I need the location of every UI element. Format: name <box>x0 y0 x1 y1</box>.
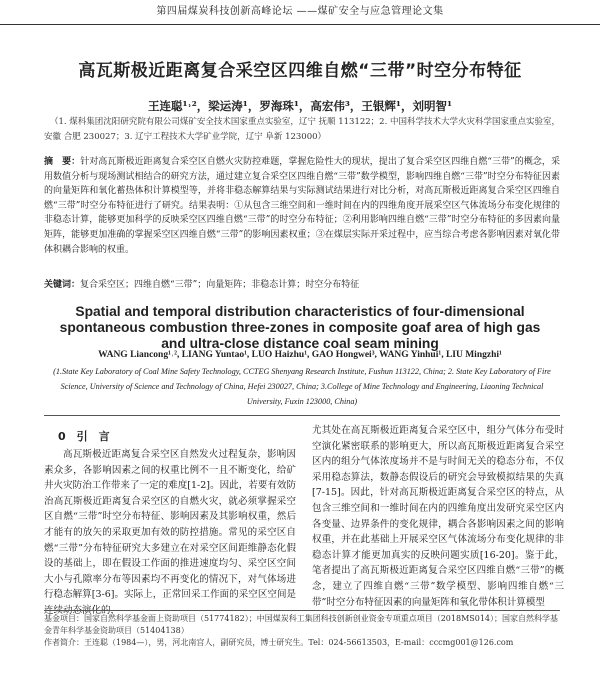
keywords-label: 关键词： <box>44 280 81 290</box>
section-divider <box>44 415 560 416</box>
abstract-label: 摘 要： <box>44 157 81 167</box>
keywords-cn <box>44 278 560 292</box>
paper-title-en: Spatial and temporal distribution characteristics of four-dimensional spontaneous combustion three-zones in composite goaf area of high gas and ultra-close distance coal seam mining <box>59 304 541 351</box>
running-head: 第四届煤炭科技创新高峰论坛 ——煤矿安全与应急管理论文集 <box>0 0 600 25</box>
keywords-text: 复合采空区；四维自燃“三带”；向量矩阵；非稳态计算；时空分布特征 <box>80 280 360 290</box>
footnote-funding: 基金项目：国家自然科学基金面上资助项目（51774182）；中国煤炭科工集团科技创新创业资金专项重点项目（2018MS014）；国家自然科学基金青年科学基金资助项目（51404138） <box>44 614 559 635</box>
abstract-cn <box>44 155 560 257</box>
authors-cn: 王连聪¹˒²，梁运涛¹，罗海珠¹，高宏伟³，王银辉¹，刘明智¹ <box>148 99 452 113</box>
footnote-author-info: 作者简介：王连聪（1984—），男，河北南宫人，副研究员，博士研究生。Tel：024-56613503，E-mail：cccmg001@126.com <box>44 638 514 647</box>
footnote <box>44 613 564 649</box>
intro-right-column: 尤其处在高瓦斯极近距离复合采空区中，组分气体分布受时空演化紧密联系的影响更大，所以高瓦斯极近距离复合采空区内的组分气体浓度场并不是与时间无关的稳态分布，不仅采用稳态算法，数静态假设后的研究会导致模拟结果的失真[7-15]。因此，针对高瓦斯极近距离复合采空区的特点，从包含三维空间和一维时间在内的四维角度出发研究采空区内各变量、边界条件的变化规律，耦合各影响因素之间的影响权重，并在此基础上开展采空区气体流场分布变化规律的非稳态计算才能更加真实的反映问题实质[16-20]。鉴于此，笔者提出了高瓦斯极近距离复合采空区四维自燃“三带”的概念，建立了四维自燃“三带”数学模型、影响四维自燃“三带”时空分布特征因素的向量矩阵和氧化带体积计算模型 <box>312 425 564 608</box>
intro-heading: 0 引 言 <box>58 430 110 443</box>
affiliation-en: (1.State Key Laboratory of Coal Mine Safety Technology, CCTEG Shenyang Research Institute, Fushun 113122, China; 2. State Key Laboratory of Fire Science, University of Science and Technology of China, Hefei 230027, China; 3.College of Mine Technology and Engineering, Liaoning Technical University, Fuxin 123000, China) <box>53 367 551 406</box>
footnote-divider <box>44 610 560 611</box>
affiliation-cn: （1. 煤科集团沈阳研究院有限公司煤矿安全技术国家重点实验室，辽宁 抚顺 113122；2. 中国科学技术大学火灾科学国家重点实验室，安徽 合肥 230027；3. 辽宁工程技术大学矿业学院，辽宁 阜新 123000） <box>44 117 560 142</box>
authors-en: WANG Liancong¹˒², LIANG Yuntao¹, LUO Haizhu¹, GAO Hongwei³, WANG Yinhui¹, LIU Mingzhi¹ <box>98 350 502 360</box>
abstract-text: 针对高瓦斯极近距离复合采空区自燃火灾防控难题，掌握危险性大的现状，提出了复合采空区四维自燃“三带”的概念，采用数值分析与现场测试相结合的研究方法，通过建立复合采空区四维自燃“三带”数学模型，影响四维自燃“三带”时空分布特征因素的向量矩阵和氧化蓄热体积计算模型等，并将非稳态解算结果与实际测试结果进行对比分析，对高瓦斯极近距离复合采空区四维自燃“三带”时空分布特征进行了研究。结果表明：①从包含三维空间和一维时间在内的四维角度开展采空区气体流场分布变化规律的非稳态计算，能够更加科学的反映采空区四维自燃“三带”的时空分布特征；②利用影响四维自燃“三带”时空分布特征的多因素向量矩阵，能够更加准确的掌握采空区四维自燃“三带”的影响因素权重；③在煤层实际开采过程中，应当综合考虑各影响因素对氧化带体积耦合影响的权重。 <box>44 157 560 255</box>
intro-left-column: 高瓦斯极近距离复合采空区自然发火过程复杂，影响因素众多，各影响因素之间的权重比例不一且不断变化，给矿井火灾防治工作带来了一定的难度[1-2]。因此，若要有效防治高瓦斯极近距离复合采空区的自燃火灾，就必须掌握采空区自燃“三带”时空分布特征、影响因素及其影响权重，然后才能有的放矢的采取更加有效的防控措施。常见的采空区自燃“三带”分布特征研究大多建立在对采空区间距维静态化假设的基础上，即在假设工作面的推进速度均匀、采空区空间大小与孔隙率分布等因素均不再变化的情况下，对气体场进行稳态解算[3-6]。实际上，正常回采工作面的采空区空间是连续动态演化的， <box>44 449 296 616</box>
paper-title-cn: 高瓦斯极近距离复合采空区四维自燃“三带”时空分布特征 <box>78 61 522 81</box>
